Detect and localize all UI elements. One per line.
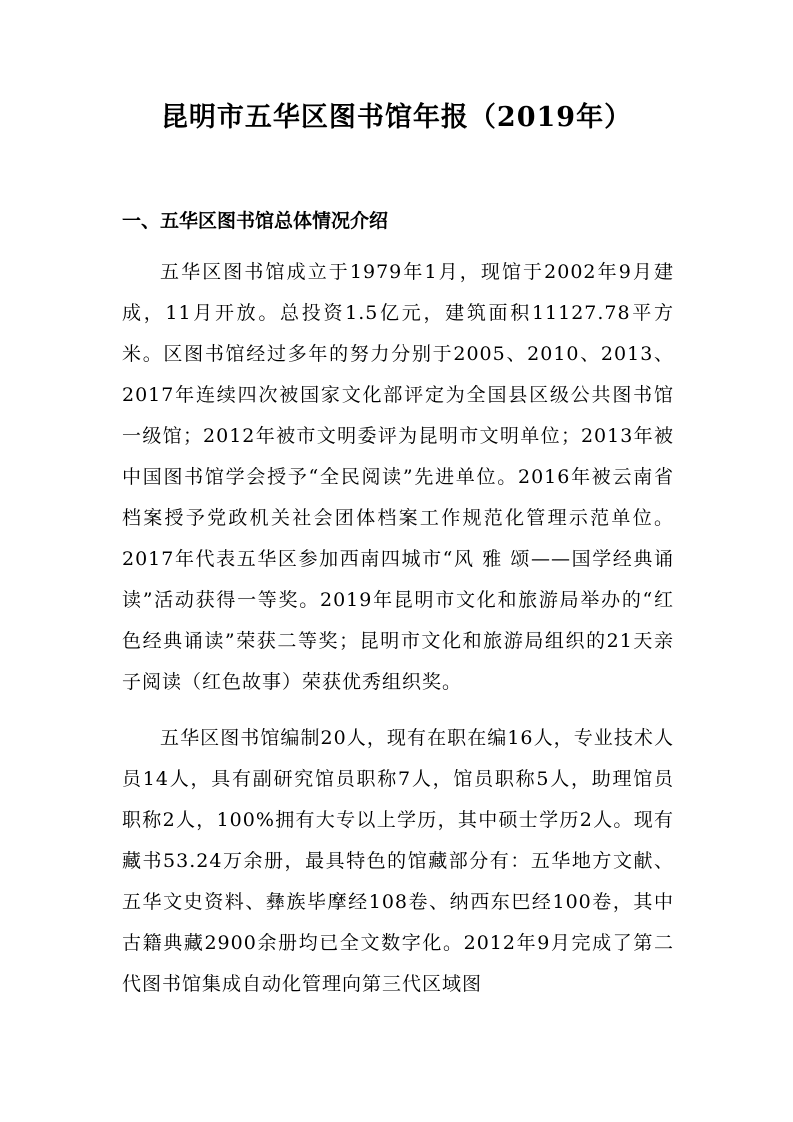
body-paragraph-1: 五华区图书馆成立于1979年1月，现馆于2002年9月建成，11月开放。总投资1.5亿元，建筑面积11127.78平方米。区图书馆经过多年的努力分别于2005、2010、2013、2017年连续四次被国家文化部评定为全国县区级公共图书馆一级馆；2012年被市文明委评为昆明市文明单位；2013年被中国图书馆学会授予“全民阅读”先进单位。2016年被云南省档案授予党政机关社会团体档案工作规范化管理示范单位。2017年代表五华区参加西南四城市“风 雅 颂——国学经典诵读”活动获得一等奖。2019年昆明市文化和旅游局举办的“红色经典诵读”荣获二等奖；昆明市文化和旅游局组织的21天亲子阅读（红色故事）荣获优秀组织奖。 xyxy=(122,261,674,693)
section-heading: 一、五华区图书馆总体情况介绍 xyxy=(122,210,389,232)
document-title: 昆明市五华区图书馆年报（2019年） xyxy=(160,102,633,133)
body-paragraph-2: 五华区图书馆编制20人，现有在职在编16人，专业技术人员14人，具有副研究馆员职称7人，馆员职称5人，助理馆员职称2人，100%拥有大专以上学历，其中硕士学历2人。现有藏书53.24万余册，最具特色的馆藏部分有：五华地方文献、五华文史资料、彝族毕摩经108卷、纳西东巴经100卷，其中古籍典藏2900余册均已全文数字化。2012年9月完成了第二代图书馆集成自动化管理向第三代区域图 xyxy=(122,727,674,995)
